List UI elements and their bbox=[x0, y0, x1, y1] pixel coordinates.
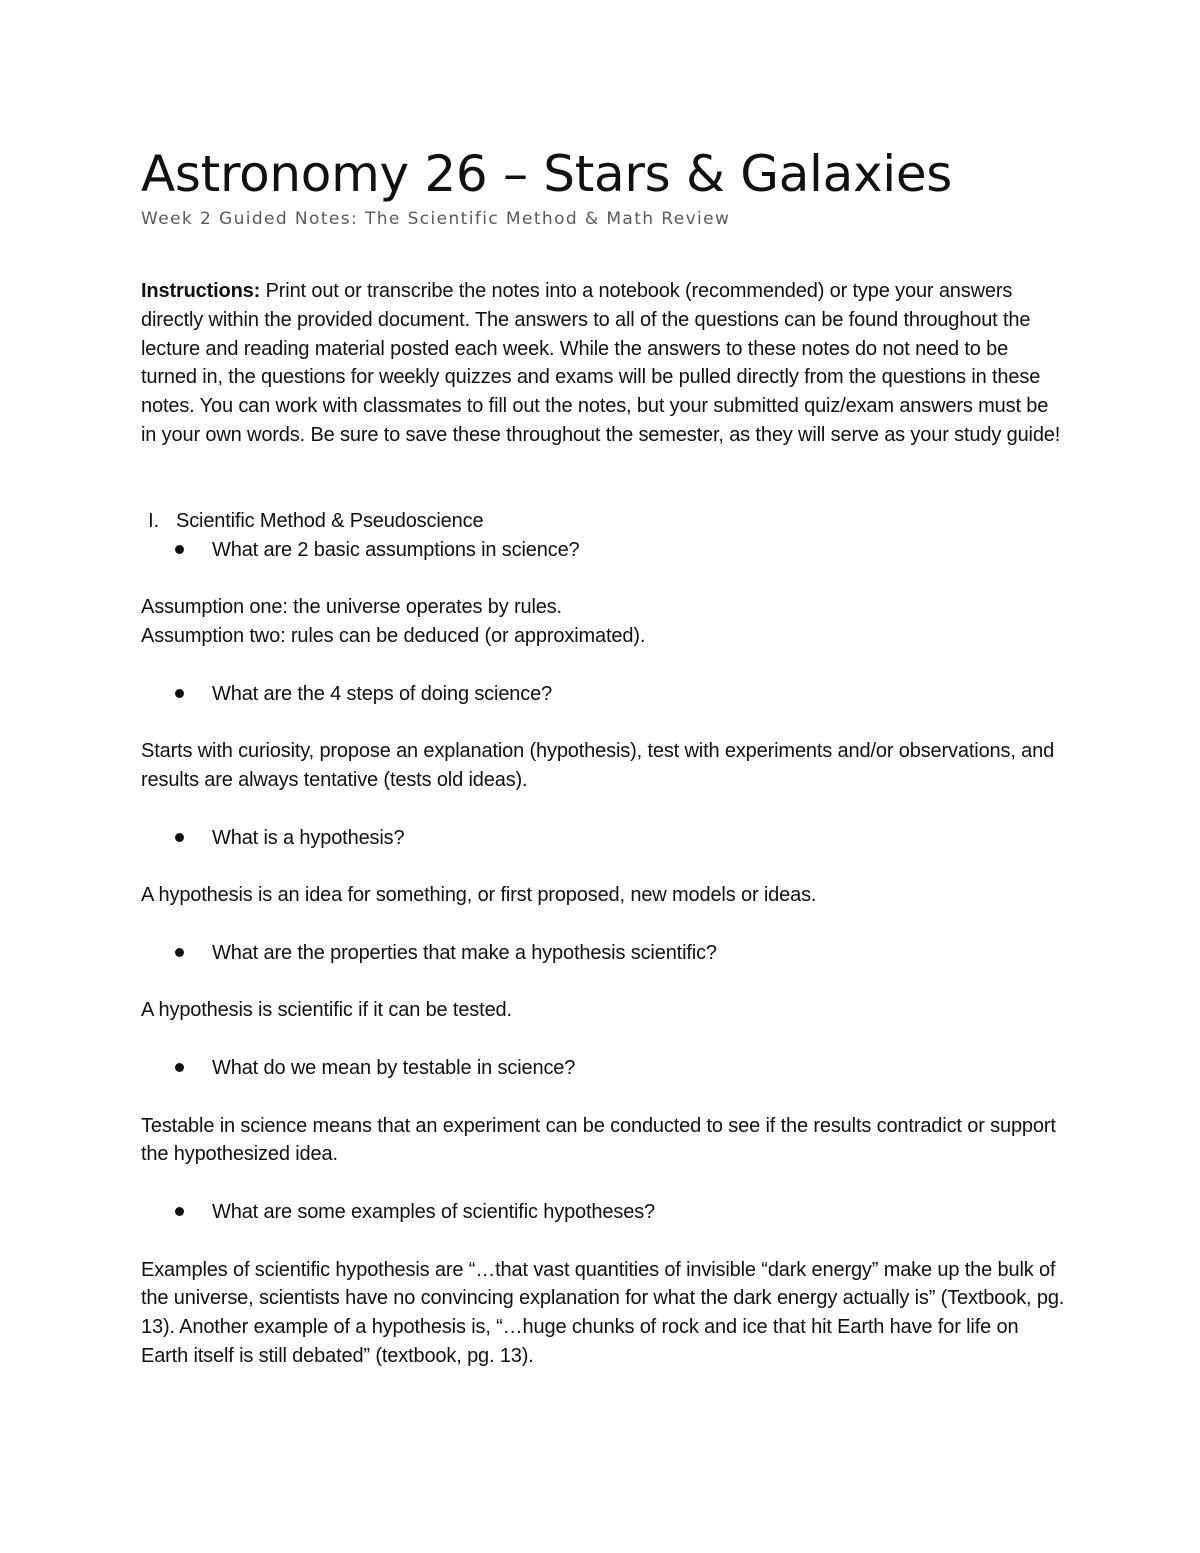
section-numeral: I. bbox=[148, 509, 159, 532]
answer-block bbox=[141, 1112, 1066, 1170]
question-text: What are the properties that make a hypothesis scientific? bbox=[212, 941, 717, 964]
question-text: What do we mean by testable in science? bbox=[212, 1056, 576, 1079]
answer-text: Testable in science means that an experiment can be conducted to see if the results contradict or support the hypothesized idea. bbox=[141, 1114, 1056, 1166]
question-text: What are 2 basic assumptions in science? bbox=[212, 538, 580, 561]
question-item bbox=[141, 680, 1071, 709]
answer-text: Assumption two: rules can be deduced (or approximated). bbox=[141, 624, 646, 647]
instructions-label: Instructions: bbox=[141, 280, 261, 302]
question-item bbox=[141, 939, 1071, 968]
question-item bbox=[141, 824, 1071, 853]
bullet-icon bbox=[175, 948, 184, 957]
question-text: What are the 4 steps of doing science? bbox=[212, 682, 553, 705]
bullet-icon bbox=[175, 1207, 184, 1216]
answer-text: A hypothesis is an idea for something, or first proposed, new models or ideas. bbox=[141, 884, 817, 907]
section-title: Scientific Method & Pseudoscience bbox=[176, 509, 484, 532]
document-title: Astronomy 26 – Stars & Galaxies bbox=[141, 145, 953, 203]
answer-text: Starts with curiosity, propose an explanation (hypothesis), test with experiments and/or observations, and results are always tentative (tests old ideas). bbox=[141, 740, 1055, 791]
bullet-icon bbox=[175, 545, 184, 554]
question-text: What are some examples of scientific hypotheses? bbox=[212, 1200, 656, 1223]
answer-text: Assumption one: the universe operates by rules. bbox=[141, 596, 562, 619]
answer-block bbox=[141, 593, 1066, 651]
question-item bbox=[141, 1198, 1071, 1227]
question-item bbox=[141, 536, 1071, 565]
bullet-icon bbox=[175, 689, 184, 698]
answer-block bbox=[141, 737, 1066, 795]
question-item bbox=[141, 1054, 1071, 1083]
instructions-text: Print out or transcribe the notes into a notebook (recommended) or type your answers directly within the provided document. The answers to all of the questions can be found throughout the lecture and reading material posted each week. While the answers to these notes do not need to be turned in, the questions for weekly quizzes and exams will be pulled directly from the questions in these notes. You can work with classmates to fill out the notes, but your submitted quiz/exam answers must be in your own words. Be sure to save these throughout the semester, as they will serve as your study guide! bbox=[141, 280, 1061, 446]
section-scientific-method bbox=[141, 507, 1071, 1371]
bullet-icon bbox=[175, 1063, 184, 1072]
document-subtitle: Week 2 Guided Notes: The Scientific Method & Math Review bbox=[141, 209, 731, 229]
answer-block bbox=[141, 881, 1066, 910]
answer-text: A hypothesis is scientific if it can be tested. bbox=[141, 999, 512, 1022]
bullet-icon bbox=[175, 833, 184, 842]
answer-block bbox=[141, 1256, 1066, 1371]
document-page bbox=[141, 140, 1071, 1399]
instructions-paragraph bbox=[141, 277, 1066, 450]
section-heading bbox=[141, 507, 1071, 536]
answer-block bbox=[141, 996, 1066, 1025]
question-text: What is a hypothesis? bbox=[212, 826, 405, 849]
answer-text: Examples of scientific hypothesis are “…that vast quantities of invisible “dark energy” make up the bulk of the universe, scientists have no convincing explanation for what the dark energy actually is” (Textbook, pg. 13). Another example of a hypothesis is, “…huge chunks of rock and ice that hit Earth have for life on Earth itself is still debated” (textbook, pg. 13). bbox=[141, 1258, 1065, 1367]
